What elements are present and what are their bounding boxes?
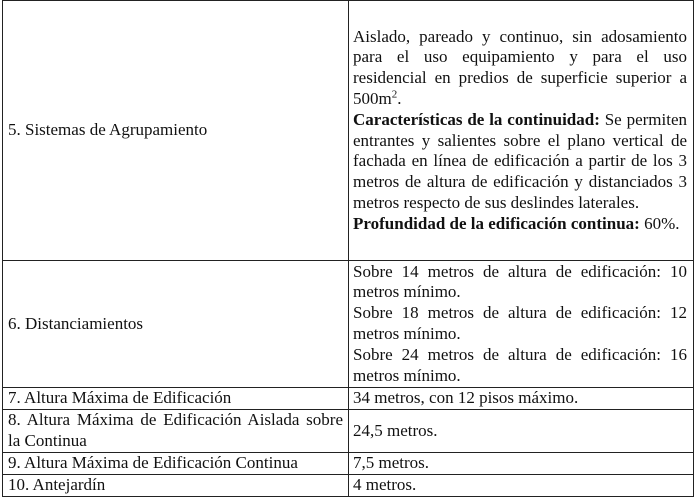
table-row [3,388,694,410]
continuity-text: Se permiten entrantes y salientes sobre el plano vertical de fachada en línea de edificación a partir de los 3 metros de altura de edificación y distanciados 3 metros respecto de sus deslindes laterales. [353,109,687,212]
grouping-text: Aislado, pareado y continuo, sin adosamiento para el uso equipamiento y para el uso residencial en predios de superficie superior a 500m [353,26,687,108]
row-label: 9. Altura Máxima de Edificación Continua [3,453,349,475]
row-value: 4 metros. [349,475,694,497]
row-label: 7. Altura Máxima de Edificación [3,388,349,410]
row-value: 34 metros, con 12 pisos máximo. [349,388,694,410]
table-row [3,475,694,497]
distance-item: Sobre 18 metros de altura de edificación: 12 metros mínimo. [353,303,687,343]
row-label: 10. Antejardín [3,475,349,497]
row-label: 8. Altura Máxima de Edificación Aislada sobre la Continua [3,410,349,453]
depth-paragraph [353,214,687,235]
row-label: 6. Distanciamientos [3,261,349,388]
grouping-paragraph [353,27,687,110]
table-row [3,453,694,475]
continuity-heading: Características de la continuidad: [353,109,600,129]
row-value [349,1,694,261]
distance-item: Sobre 24 metros de altura de edificación: 16 metros mínimo. [353,344,687,385]
depth-text: 60%. [639,213,680,233]
row-value [349,261,694,388]
zoning-table [2,0,694,497]
depth-heading: Profundidad de la edificación continua: [353,213,640,233]
table-row [3,410,694,453]
row-value: 24,5 metros. [349,410,694,453]
superscript: 2 [391,88,398,101]
table-row [3,261,694,388]
row-value: 7,5 metros. [349,453,694,475]
row-label: 5. Sistemas de Agrupamiento [3,1,349,261]
distance-item: Sobre 14 metros de altura de edificación: 10 metros mínimo. [353,261,687,302]
continuity-paragraph [353,110,687,214]
table-row [3,1,694,261]
grouping-text-end: . [397,88,402,108]
